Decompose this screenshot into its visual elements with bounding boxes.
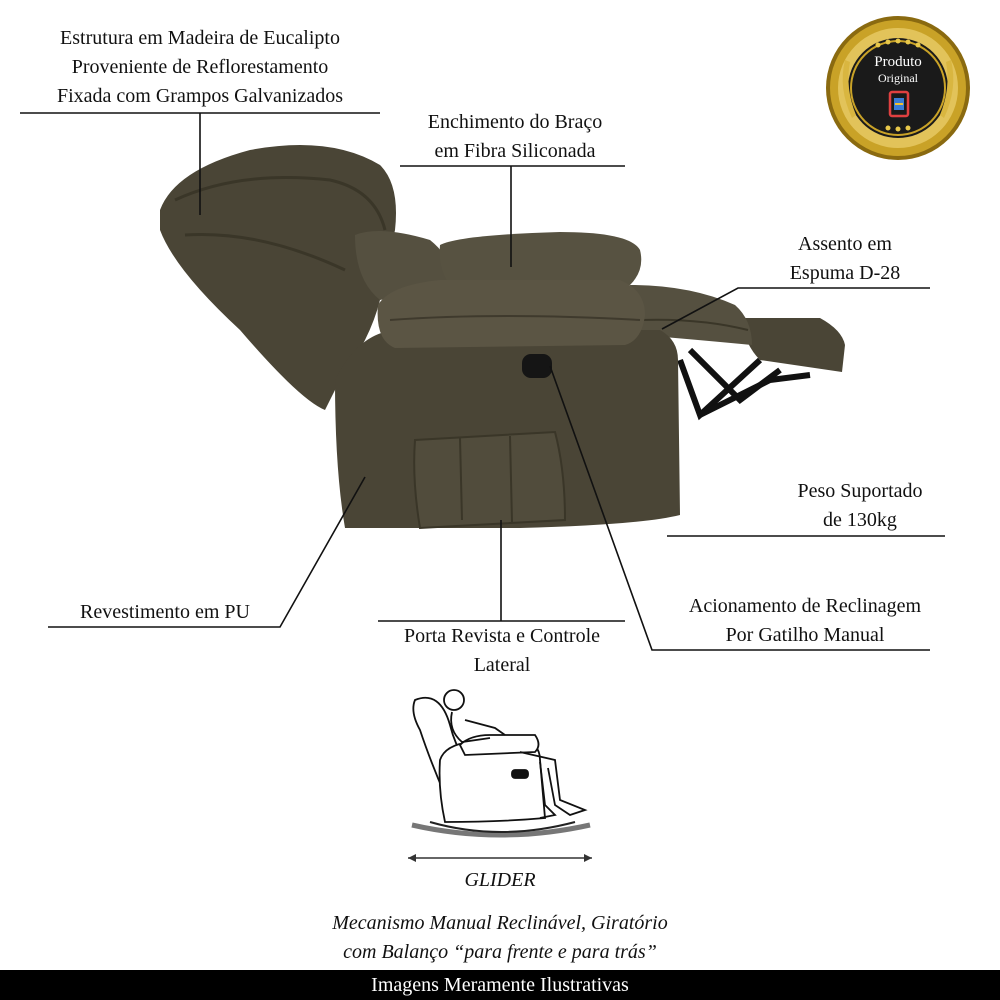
callout-assento-line2: Espuma D-28: [789, 262, 901, 284]
far-arm: [440, 232, 642, 285]
callout-acionamento: [655, 592, 955, 650]
callout-assento: [770, 230, 920, 288]
glider-caption-line2: com Balanço “para frente e para trás”: [343, 941, 657, 963]
callout-peso-line2: de 130kg: [823, 509, 897, 531]
callout-estrutura-line1: Estrutura em Madeira de Eucalipto: [60, 27, 340, 49]
produto-original-badge: [826, 16, 970, 160]
callout-peso: [770, 477, 950, 535]
footer-text: Imagens Meramente Ilustrativas: [371, 974, 629, 996]
porta-line: [378, 520, 625, 621]
glider-caption-line1: Mecanismo Manual Reclinável, Giratório: [332, 912, 668, 934]
glider-caption: [250, 909, 750, 967]
recliner-chair-image: [160, 145, 845, 528]
recline-lever: [522, 354, 552, 378]
near-arm: [378, 280, 645, 348]
callout-estrutura: [20, 24, 380, 111]
glider-icon: [408, 690, 592, 862]
badge-label-original: Original: [878, 71, 918, 85]
magazine-pocket: [414, 432, 565, 528]
callout-acionamento-line1: Acionamento de Reclinagem: [688, 595, 922, 617]
callout-porta-line1: Porta Revista e Controle: [403, 625, 601, 647]
callout-porta: [372, 622, 632, 680]
callout-estrutura-line2: Proveniente de Reflorestamento: [71, 56, 329, 78]
callout-enchimento-line2: em Fibra Siliconada: [434, 140, 596, 162]
callout-estrutura-line3: Fixada com Grampos Galvanizados: [56, 85, 344, 107]
callout-peso-line1: Peso Suportado: [797, 480, 923, 502]
callout-enchimento-line1: Enchimento do Braço: [427, 111, 603, 133]
badge-label-produto: Produto: [874, 54, 922, 70]
callout-revestimento: [50, 598, 280, 627]
callout-acionamento-line2: Por Gatilho Manual: [725, 624, 885, 646]
callout-porta-line2: Lateral: [473, 654, 531, 676]
callout-enchimento: [400, 108, 630, 166]
callout-assento-line1: Assento em: [798, 233, 892, 255]
callout-revestimento-line1: Revestimento em PU: [80, 601, 250, 623]
glider-label: GLIDER: [464, 869, 536, 891]
